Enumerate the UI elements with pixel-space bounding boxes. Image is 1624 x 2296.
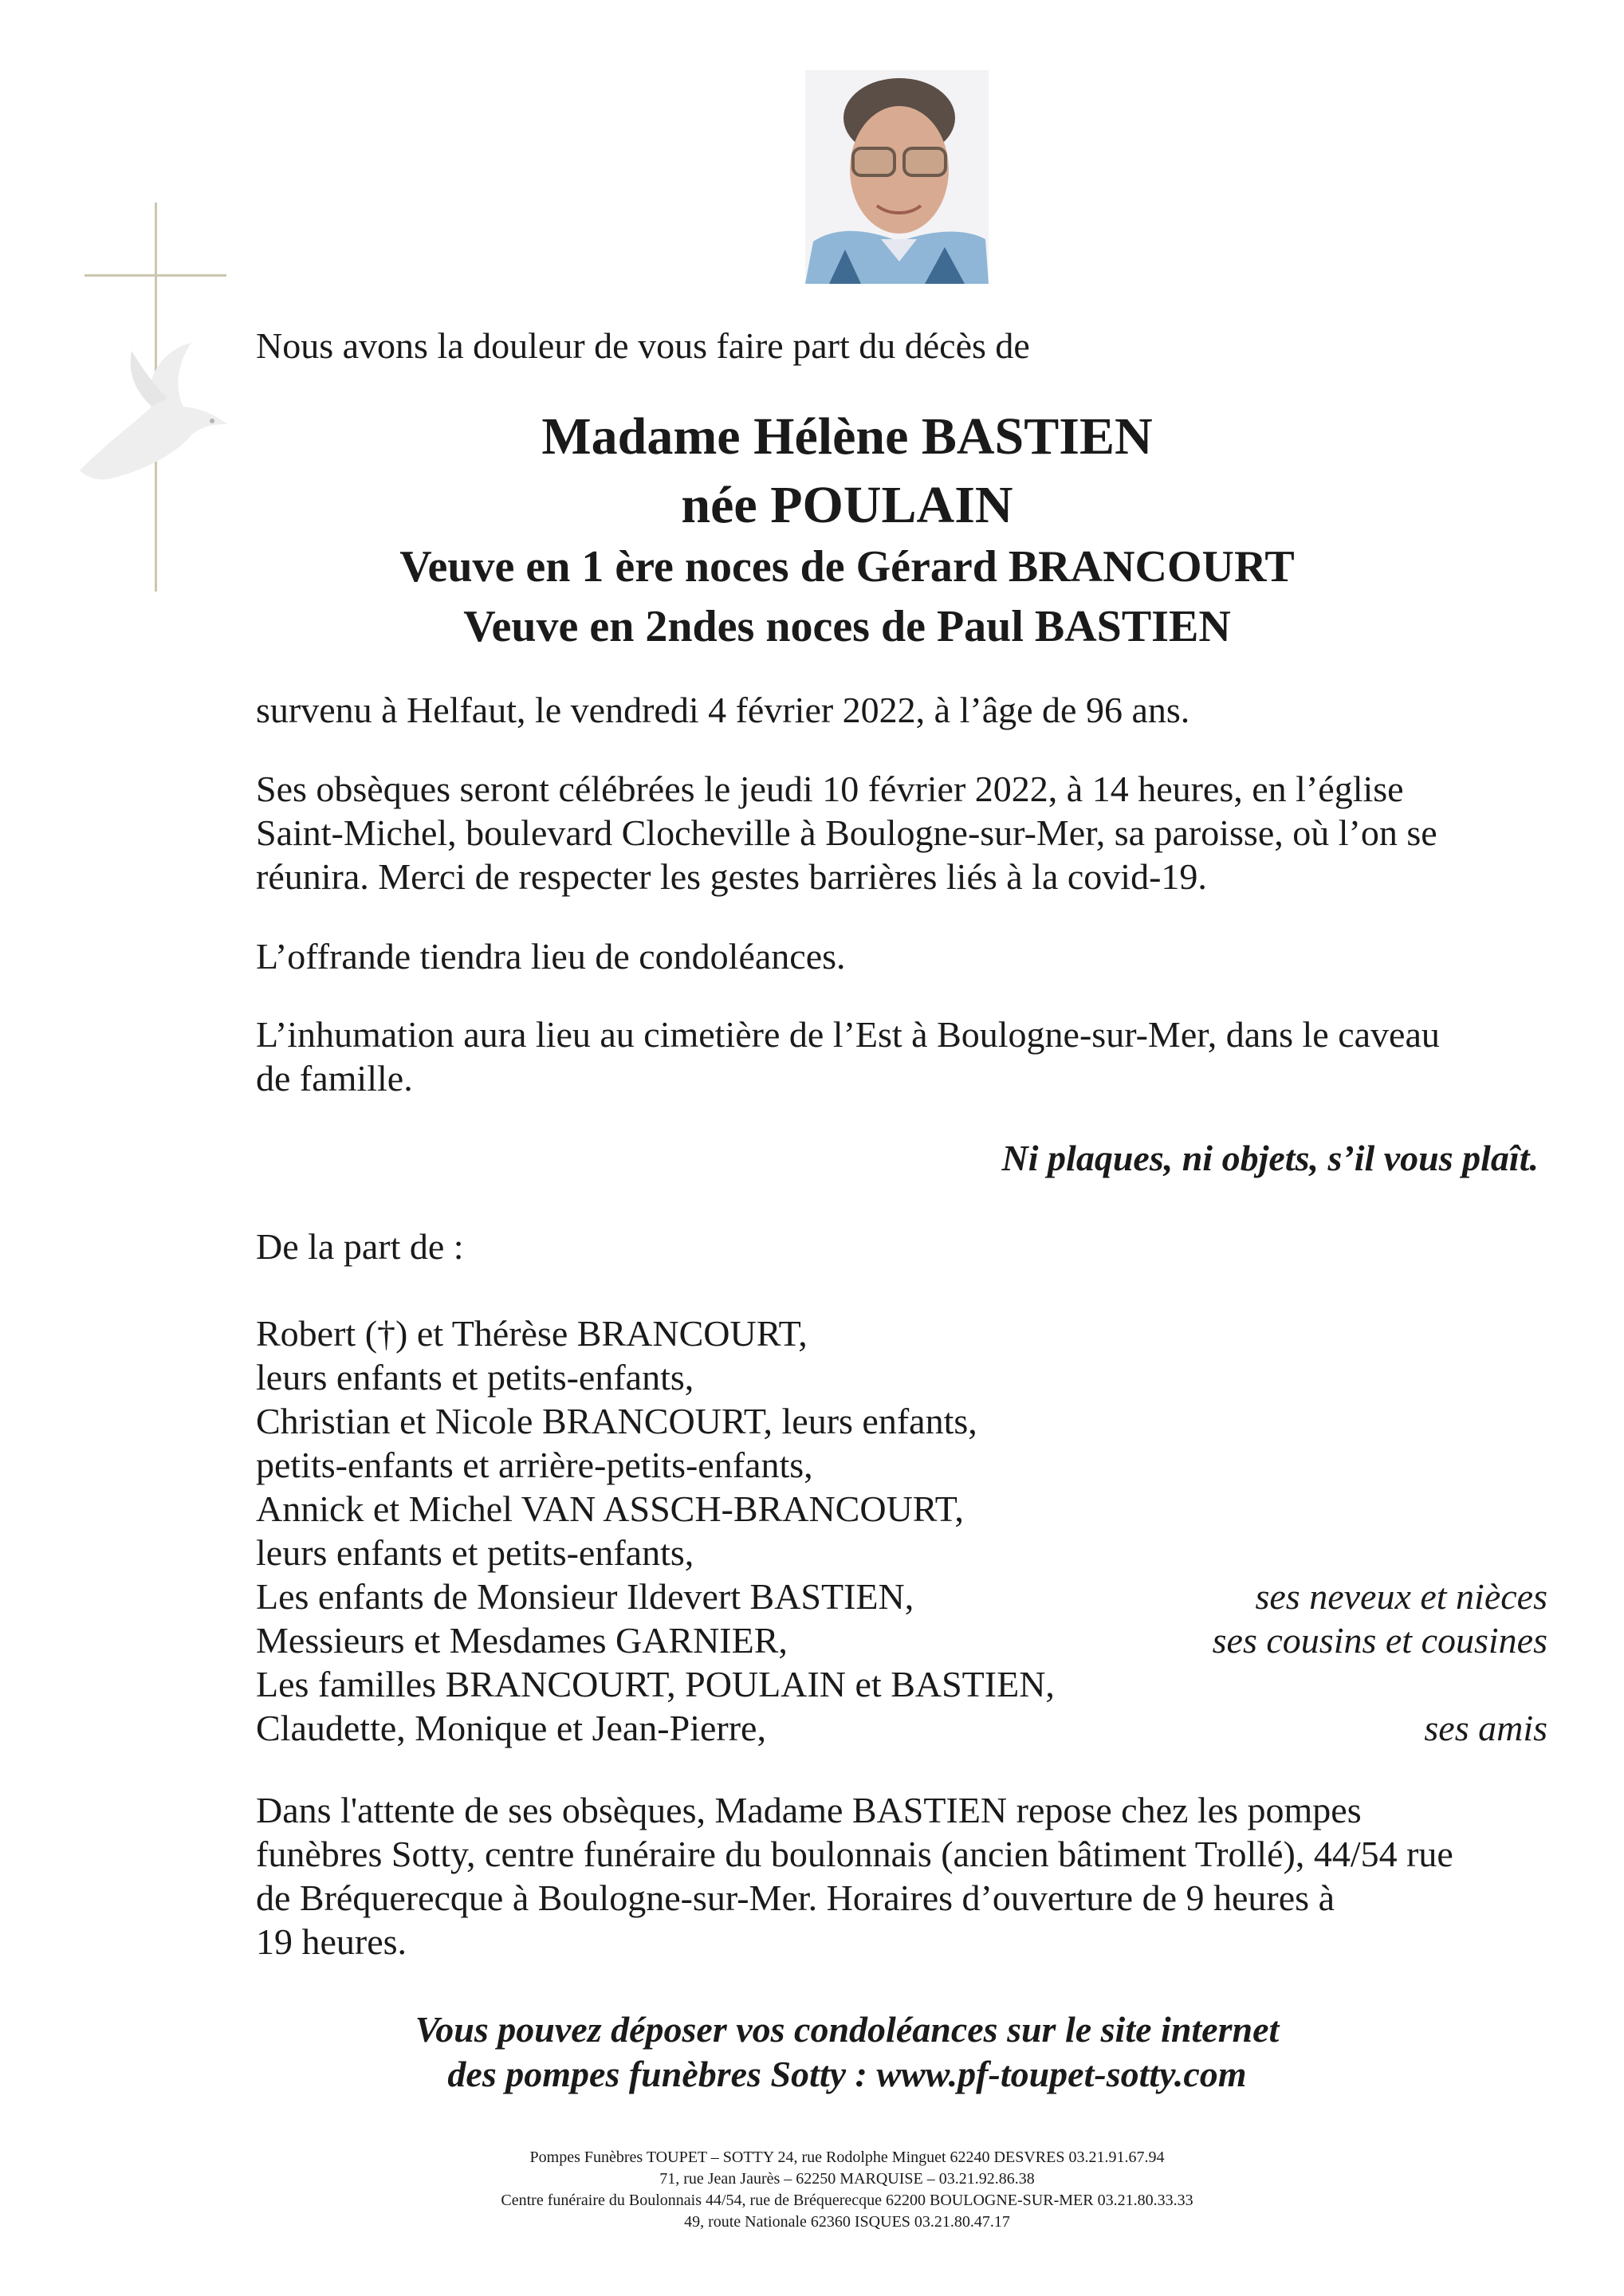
footer-line: 49, route Nationale 62360 ISQUES 03.21.80.47.17 [684, 2213, 1010, 2231]
family-row [256, 1399, 1547, 1443]
footer-contacts [0, 2147, 1624, 2233]
family-row [256, 1443, 1547, 1487]
rest-line: 19 heures. [256, 1921, 407, 1962]
family-member: Christian et Nicole BRANCOURT, leurs enfants, [256, 1401, 977, 1441]
portrait-photo [805, 70, 989, 284]
from-label: De la part de : [256, 1226, 464, 1267]
family-member: Annick et Michel VAN ASSCH-BRANCOURT, [256, 1488, 964, 1529]
condolences-note [0, 2007, 1624, 2097]
family-row [256, 1662, 1547, 1706]
maiden-name: née POULAIN [681, 476, 1013, 534]
rest-line: funèbres Sotty, centre funéraire du boulonnais (ancien bâtiment Trollé), 44/54 rue [256, 1834, 1453, 1874]
family-row [256, 1706, 1547, 1750]
deceased-name: Madame Hélène BASTIEN [541, 407, 1153, 466]
rest-line: de Bréquerecque à Boulogne-sur-Mer. Horaires d’ouverture de 9 heures à [256, 1877, 1335, 1918]
family-row [256, 1575, 1547, 1618]
funeral-line: Saint-Michel, boulevard Clocheville à Boulogne-sur-Mer, sa paroisse, où l’on se [256, 812, 1437, 853]
condolences-line: des pompes funèbres Sotty : www.pf-toupet-sotty.com [447, 2054, 1247, 2094]
funeral-line: réunira. Merci de respecter les gestes barrières liés à la covid-19. [256, 856, 1207, 897]
family-member: petits-enfants et arrière-petits-enfants, [256, 1445, 813, 1485]
rest-paragraph [256, 1788, 1547, 1964]
death-notice: survenu à Helfaut, le vendredi 4 février 2022, à l’âge de 96 ans. [256, 690, 1190, 730]
burial-line: L’inhumation aura lieu au cimetière de l’Est à Boulogne-sur-Mer, dans le caveau [256, 1014, 1440, 1055]
family-row [256, 1355, 1547, 1399]
family-row [256, 1618, 1547, 1662]
widow-line-first: Veuve en 1 ère noces de Gérard BRANCOURT [399, 542, 1295, 592]
burial-line: de famille. [256, 1058, 413, 1099]
footer-line: 71, rue Jean Jaurès – 62250 MARQUISE – 03.21.92.86.38 [659, 2170, 1035, 2188]
family-member: Les familles BRANCOURT, POULAIN et BASTIEN, [256, 1664, 1055, 1704]
rest-line: Dans l'attente de ses obsèques, Madame BASTIEN repose chez les pompes [256, 1790, 1362, 1830]
family-member: leurs enfants et petits-enfants, [256, 1357, 694, 1398]
footer-line: Centre funéraire du Boulonnais 44/54, rue de Bréquerecque 62200 BOULOGNE-SUR-MER 03.21.80.33.33 [501, 2192, 1193, 2209]
family-member: Claudette, Monique et Jean-Pierre, [256, 1708, 766, 1748]
widow-line-second: Veuve en 2ndes noces de Paul BASTIEN [463, 602, 1231, 651]
family-member: Robert (†) et Thérèse BRANCOURT, [256, 1313, 808, 1354]
footer-line: Pompes Funèbres TOUPET – SOTTY 24, rue Rodolphe Minguet 62240 DESVRES 03.21.91.67.94 [529, 2149, 1165, 2166]
family-list [256, 1311, 1547, 1750]
family-relation: ses neveux et nièces [1255, 1576, 1547, 1617]
family-relation: ses amis [1424, 1708, 1547, 1748]
intro-text: Nous avons la douleur de vous faire part du décès de [256, 325, 1030, 366]
family-row [256, 1531, 1547, 1575]
family-member: Messieurs et Mesdames GARNIER, [256, 1620, 788, 1661]
cross-horizontal-bar [85, 274, 226, 277]
family-row [256, 1311, 1547, 1355]
burial-paragraph [256, 1012, 1547, 1100]
family-member: leurs enfants et petits-enfants, [256, 1532, 694, 1573]
no-plaques-note: Ni plaques, ni objets, s’il vous plaît. [1001, 1138, 1539, 1178]
family-row [256, 1487, 1547, 1531]
family-member: Les enfants de Monsieur Ildevert BASTIEN, [256, 1576, 914, 1617]
funeral-paragraph [256, 767, 1547, 898]
funeral-line: Ses obsèques seront célébrées le jeudi 10 février 2022, à 14 heures, en l’église [256, 769, 1404, 809]
condolences-line: Vous pouvez déposer vos condoléances sur le site internet [415, 2009, 1280, 2050]
family-relation: ses cousins et cousines [1212, 1620, 1547, 1661]
offering-text: L’offrande tiendra lieu de condoléances. [256, 936, 846, 977]
